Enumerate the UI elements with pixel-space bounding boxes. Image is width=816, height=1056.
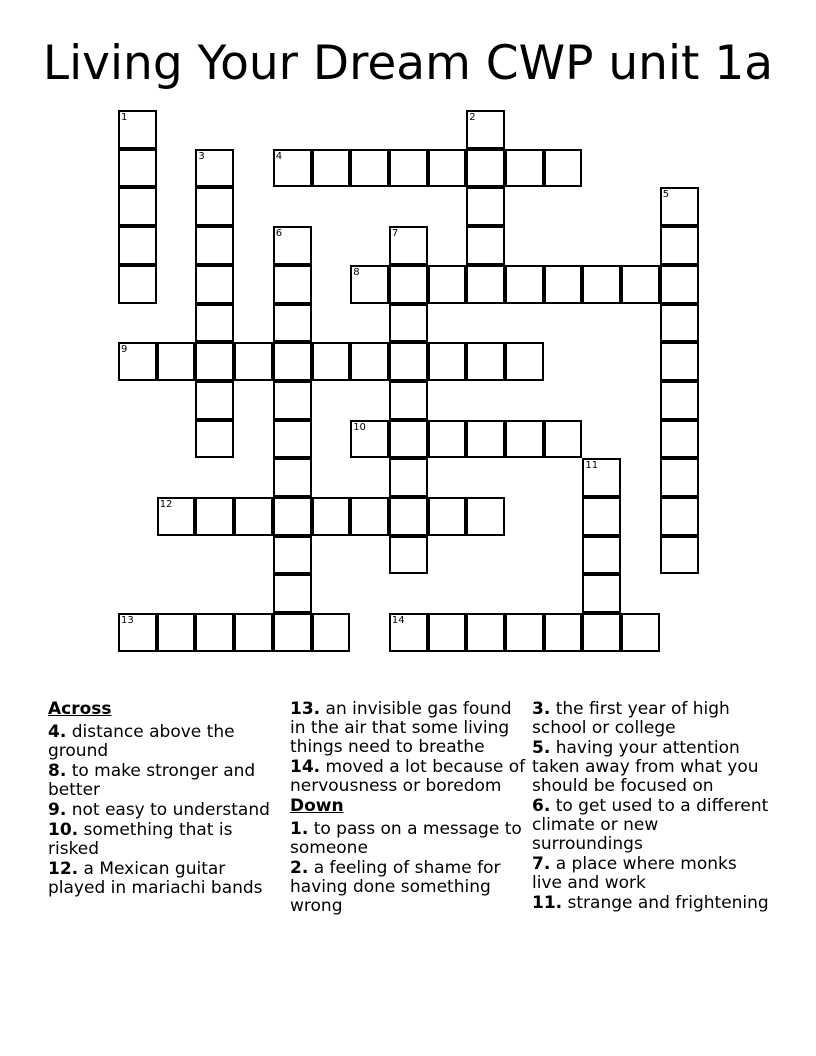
grid-cell[interactable]: [195, 342, 234, 381]
grid-cell[interactable]: [466, 187, 505, 226]
grid-cell[interactable]: [389, 497, 428, 536]
grid-cell[interactable]: [157, 342, 196, 381]
grid-cell[interactable]: [118, 187, 157, 226]
clue-across-8: 8. to make stronger and better: [48, 761, 256, 800]
grid-cell[interactable]: [273, 381, 312, 420]
clue-across-10: 10. something that is risked: [48, 820, 233, 859]
grid-cell[interactable]: [312, 149, 351, 188]
grid-cell[interactable]: [350, 420, 389, 459]
clue-down-6: 6. to get used to a different climate or new surroundings: [532, 796, 769, 854]
grid-cell[interactable]: [466, 110, 505, 149]
clue-number-label: 10: [353, 421, 366, 433]
grid-cell[interactable]: [389, 226, 428, 265]
grid-cell[interactable]: [118, 342, 157, 381]
grid-cell[interactable]: [621, 613, 660, 652]
grid-cell[interactable]: [195, 149, 234, 188]
clue-down-7: 7. a place where monks live and work: [532, 854, 737, 893]
grid-cell[interactable]: [582, 574, 621, 613]
clue-across-12: 12. a Mexican guitar played in mariachi bands: [48, 859, 263, 898]
grid-cell[interactable]: [505, 149, 544, 188]
grid-cell[interactable]: [582, 613, 621, 652]
clue-across-9: 9. not easy to understand: [48, 800, 270, 820]
grid-cell[interactable]: [660, 265, 699, 304]
grid-cell[interactable]: [389, 458, 428, 497]
grid-cell[interactable]: [544, 613, 583, 652]
grid-cell[interactable]: [428, 149, 467, 188]
grid-cell[interactable]: [428, 420, 467, 459]
grid-cell[interactable]: [466, 342, 505, 381]
grid-cell[interactable]: [195, 381, 234, 420]
grid-cell[interactable]: [195, 226, 234, 265]
grid-cell[interactable]: [389, 381, 428, 420]
grid-cell[interactable]: [118, 613, 157, 652]
grid-cell[interactable]: [389, 149, 428, 188]
clue-number-label: 9: [121, 344, 128, 356]
grid-cell[interactable]: [195, 304, 234, 343]
clue-across-4: 4. distance above the ground: [48, 722, 235, 761]
grid-cell[interactable]: [312, 497, 351, 536]
across-heading: Across: [48, 699, 112, 719]
down-heading: Down: [290, 796, 344, 816]
grid-cell[interactable]: [428, 265, 467, 304]
clue-down-5: 5. having your attention taken away from what you should be focused on: [532, 738, 759, 796]
clue-across-13: 13. an invisible gas found in the air that some living things need to breathe: [290, 699, 512, 757]
grid-cell[interactable]: [157, 613, 196, 652]
grid-cell[interactable]: [195, 420, 234, 459]
grid-cell[interactable]: [273, 536, 312, 575]
clue-number-label: 11: [585, 460, 599, 472]
grid-cell[interactable]: [273, 149, 312, 188]
grid-cell[interactable]: [466, 226, 505, 265]
grid-cell[interactable]: [544, 149, 583, 188]
grid-cell[interactable]: [466, 497, 505, 536]
grid-cell[interactable]: [350, 497, 389, 536]
grid-cell[interactable]: [273, 420, 312, 459]
grid-cell[interactable]: [350, 342, 389, 381]
clue-number-label: 14: [391, 615, 405, 627]
clue-number-label: 7: [391, 228, 399, 240]
grid-cell[interactable]: [234, 497, 273, 536]
grid-cell[interactable]: [466, 149, 505, 188]
grid-cell[interactable]: [660, 342, 699, 381]
grid-cell[interactable]: [273, 574, 312, 613]
grid-cell[interactable]: [234, 613, 273, 652]
grid-cell[interactable]: [544, 265, 583, 304]
grid-cell[interactable]: [389, 420, 428, 459]
clue-number-label: 1: [121, 112, 128, 123]
grid-cell[interactable]: [389, 613, 428, 652]
grid-cell[interactable]: [582, 458, 621, 497]
grid-cell[interactable]: [505, 265, 544, 304]
grid-cell[interactable]: [118, 226, 157, 265]
clue-number-label: 6: [275, 228, 283, 240]
grid-cell[interactable]: [273, 613, 312, 652]
clue-number-label: 12: [159, 499, 173, 510]
clue-number-label: 2: [469, 112, 476, 123]
grid-cell[interactable]: [312, 342, 351, 381]
grid-cell[interactable]: [660, 226, 699, 265]
grid-cell[interactable]: [582, 497, 621, 536]
grid-cell[interactable]: [350, 265, 389, 304]
clue-down-1: 1. to pass on a message to someone: [290, 819, 522, 858]
clue-number-label: 4: [275, 150, 283, 162]
clue-number-label: 3: [198, 150, 205, 162]
grid-cell[interactable]: [660, 497, 699, 536]
grid-cell[interactable]: [505, 613, 544, 652]
grid-cell[interactable]: [389, 304, 428, 343]
grid-cell[interactable]: [273, 458, 312, 497]
grid-cell[interactable]: [273, 226, 312, 265]
grid-cell[interactable]: [195, 613, 234, 652]
grid-cell[interactable]: [273, 342, 312, 381]
clues-column-3: [532, 700, 772, 914]
clue-down-2: 2. a feeling of shame for having done something wrong: [290, 858, 501, 916]
grid-cell[interactable]: [118, 110, 157, 149]
grid-cell[interactable]: [118, 265, 157, 304]
clue-number-label: 5: [662, 189, 670, 201]
grid-cell[interactable]: [582, 265, 621, 304]
clues-column-2: [290, 700, 526, 917]
grid-cell[interactable]: [544, 420, 583, 459]
grid-cell[interactable]: [273, 304, 312, 343]
grid-cell[interactable]: [582, 536, 621, 575]
grid-cell[interactable]: [273, 497, 312, 536]
grid-cell[interactable]: [312, 613, 351, 652]
grid-cell[interactable]: [466, 613, 505, 652]
grid-cell[interactable]: [660, 458, 699, 497]
grid-cell[interactable]: [350, 149, 389, 188]
grid-cell[interactable]: [505, 420, 544, 459]
clue-down-3: 3. the first year of high school or college: [532, 699, 730, 738]
grid-cell[interactable]: [118, 149, 157, 188]
grid-cell[interactable]: [660, 536, 699, 575]
grid-cell[interactable]: [660, 420, 699, 459]
grid-cell[interactable]: [660, 304, 699, 343]
grid-cell[interactable]: [157, 497, 196, 536]
grid-cell[interactable]: [660, 381, 699, 420]
clue-down-11: 11. strange and frightening: [532, 893, 769, 913]
grid-cell[interactable]: [428, 342, 467, 381]
grid-cell[interactable]: [428, 497, 467, 536]
clue-across-14: 14. moved a lot because of nervousness or boredom: [290, 757, 526, 796]
grid-cell[interactable]: [389, 342, 428, 381]
puzzle-title: Living Your Dream CWP unit 1a: [42, 36, 774, 91]
clue-number-label: 13: [121, 615, 134, 627]
grid-cell[interactable]: [621, 265, 660, 304]
grid-cell[interactable]: [389, 265, 428, 304]
grid-cell[interactable]: [505, 342, 544, 381]
grid-cell[interactable]: [234, 342, 273, 381]
grid-cell[interactable]: [195, 265, 234, 304]
grid-cell[interactable]: [389, 536, 428, 575]
grid-cell[interactable]: [466, 420, 505, 459]
grid-cell[interactable]: [195, 187, 234, 226]
grid-cell[interactable]: [428, 613, 467, 652]
grid-cell[interactable]: [195, 497, 234, 536]
grid-cell[interactable]: [273, 265, 312, 304]
grid-cell[interactable]: [466, 265, 505, 304]
clues-column-1: [48, 700, 278, 899]
grid-cell[interactable]: [660, 187, 699, 226]
clue-number-label: 8: [353, 266, 360, 278]
